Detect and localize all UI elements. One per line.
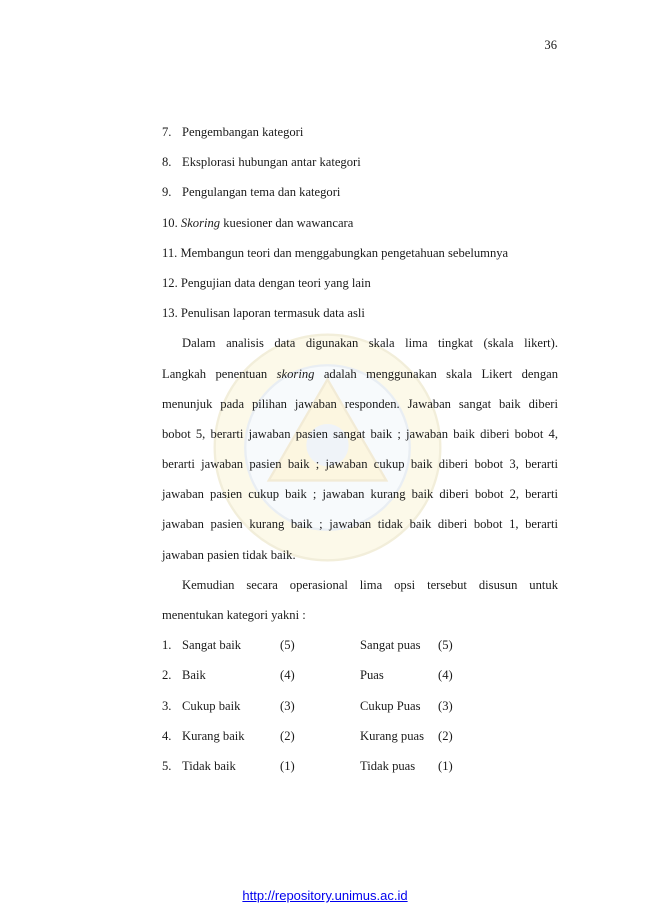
paragraph-category: [162, 577, 558, 637]
page-body: [162, 124, 558, 788]
text-line: Dalam analisis data digunakan skala lima tingkat (skala likert).: [182, 336, 558, 351]
scale-row: 5. Tidak baik (1) Tidak puas (1): [162, 758, 453, 773]
text-line: Kemudian secara operasional lima opsi tersebut disusun untuk: [182, 577, 558, 592]
text-line: Langkah penentuan skoring adalah menggunakan skala Likert dengan: [162, 366, 559, 381]
scale-table: [162, 637, 558, 788]
paragraph-likert: [162, 335, 558, 577]
page-number: 36: [544, 38, 557, 52]
text-line: jawaban pasien tidak baik.: [162, 547, 296, 562]
italic-term: Skoring: [180, 215, 221, 230]
italic-term: skoring: [276, 366, 315, 381]
text-line: berarti jawaban pasien baik ; jawaban cukup baik diberi bobot 3, berarti: [162, 457, 558, 472]
list-item: 9. Pengulangan tema dan kategori: [162, 185, 341, 200]
list-item: 10. Skoring kuesioner dan wawancara: [162, 215, 354, 230]
list-item: 8. Eksplorasi hubungan antar kategori: [162, 155, 361, 170]
text-line: menentukan kategori yakni :: [162, 608, 306, 622]
list-item: 7. Pengembangan kategori: [162, 125, 304, 139]
numbered-list: [162, 124, 558, 335]
list-item: 12. Pengujian data dengan teori yang lain: [162, 275, 371, 290]
list-item: 13. Penulisan laporan termasuk data asli: [162, 306, 365, 321]
repository-link[interactable]: http://repository.unimus.ac.id: [242, 888, 408, 903]
scale-row: 1. Sangat baik (5) Sangat puas (5): [162, 638, 453, 653]
text-line: menunjuk pada pilihan jawaban responden. Jawaban sangat baik diberi: [162, 396, 558, 411]
text-line: bobot 5, berarti jawaban pasien sangat baik ; jawaban baik diberi bobot 4,: [162, 426, 558, 441]
text-line: jawaban pasien cukup baik ; jawaban kurang baik diberi bobot 2, berarti: [162, 487, 558, 502]
scale-row: 2. Baik (4) Puas (4): [162, 668, 453, 683]
scale-row: 4. Kurang baik (2) Kurang puas (2): [162, 728, 453, 743]
scale-row: 3. Cukup baik (3) Cukup Puas (3): [162, 698, 453, 713]
text-line: jawaban pasien kurang baik ; jawaban tidak baik diberi bobot 1, berarti: [162, 517, 558, 532]
footer: [0, 888, 650, 903]
list-item: 11. Membangun teori dan menggabungkan pengetahuan sebelumnya: [162, 245, 509, 260]
